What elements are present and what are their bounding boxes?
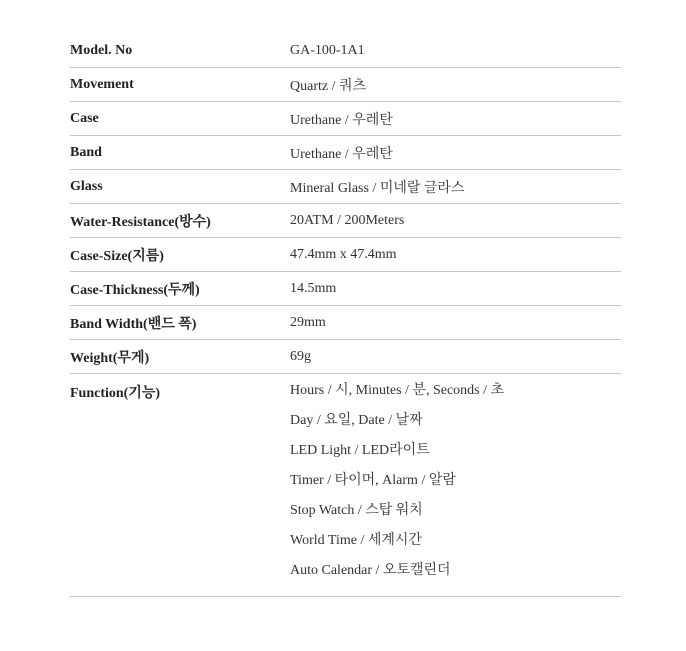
spec-row-function [70,374,621,597]
function-item: Stop Watch / 스탑 워치 [290,503,423,518]
function-item: Day / 요일, Date / 날짜 [290,413,423,428]
spec-value: Urethane / 우레탄 [290,112,393,128]
spec-table [70,34,621,597]
spec-row-movement [70,68,621,102]
spec-label: Case-Thickness(두께) [70,282,200,298]
spec-row-case-size [70,238,621,272]
spec-label: Water-Resistance(방수) [70,214,211,230]
function-item: Timer / 타이머, Alarm / 알람 [290,473,456,488]
spec-label: Model. No [70,42,133,58]
spec-row-water-resistance [70,204,621,238]
spec-value: GA-100-1A1 [290,42,365,58]
spec-value: 29mm [290,314,326,330]
spec-value: 20ATM / 200Meters [290,212,405,228]
spec-value: 14.5mm [290,280,337,296]
spec-row-case-thickness [70,272,621,306]
spec-value: 69g [290,348,311,364]
spec-label: Band [70,144,102,160]
spec-label: Glass [70,178,103,194]
function-list-cell [290,382,621,592]
spec-row-model [70,34,621,68]
spec-label: Movement [70,76,134,92]
spec-label: Case-Size(지름) [70,248,164,264]
spec-row-glass [70,170,621,204]
function-item: Auto Calendar / 오토캘린더 [290,563,451,578]
function-item: World Time / 세계시간 [290,533,422,548]
spec-value: Mineral Glass / 미네랄 글라스 [290,180,465,196]
spec-label: Band Width(밴드 폭) [70,316,197,332]
spec-row-band-width [70,306,621,340]
spec-value: 47.4mm x 47.4mm [290,246,397,262]
spec-label: Weight(무게) [70,350,150,366]
spec-value: Quartz / 쿼츠 [290,78,367,94]
spec-label: Case [70,110,99,126]
spec-row-weight [70,340,621,374]
spec-value: Urethane / 우레탄 [290,146,393,162]
function-list [290,382,621,592]
spec-row-case [70,102,621,136]
spec-row-band [70,136,621,170]
spec-label: Function(기능) [70,386,161,401]
function-item: Hours / 시, Minutes / 분, Seconds / 초 [290,383,505,398]
function-item: LED Light / LED라이트 [290,443,430,458]
